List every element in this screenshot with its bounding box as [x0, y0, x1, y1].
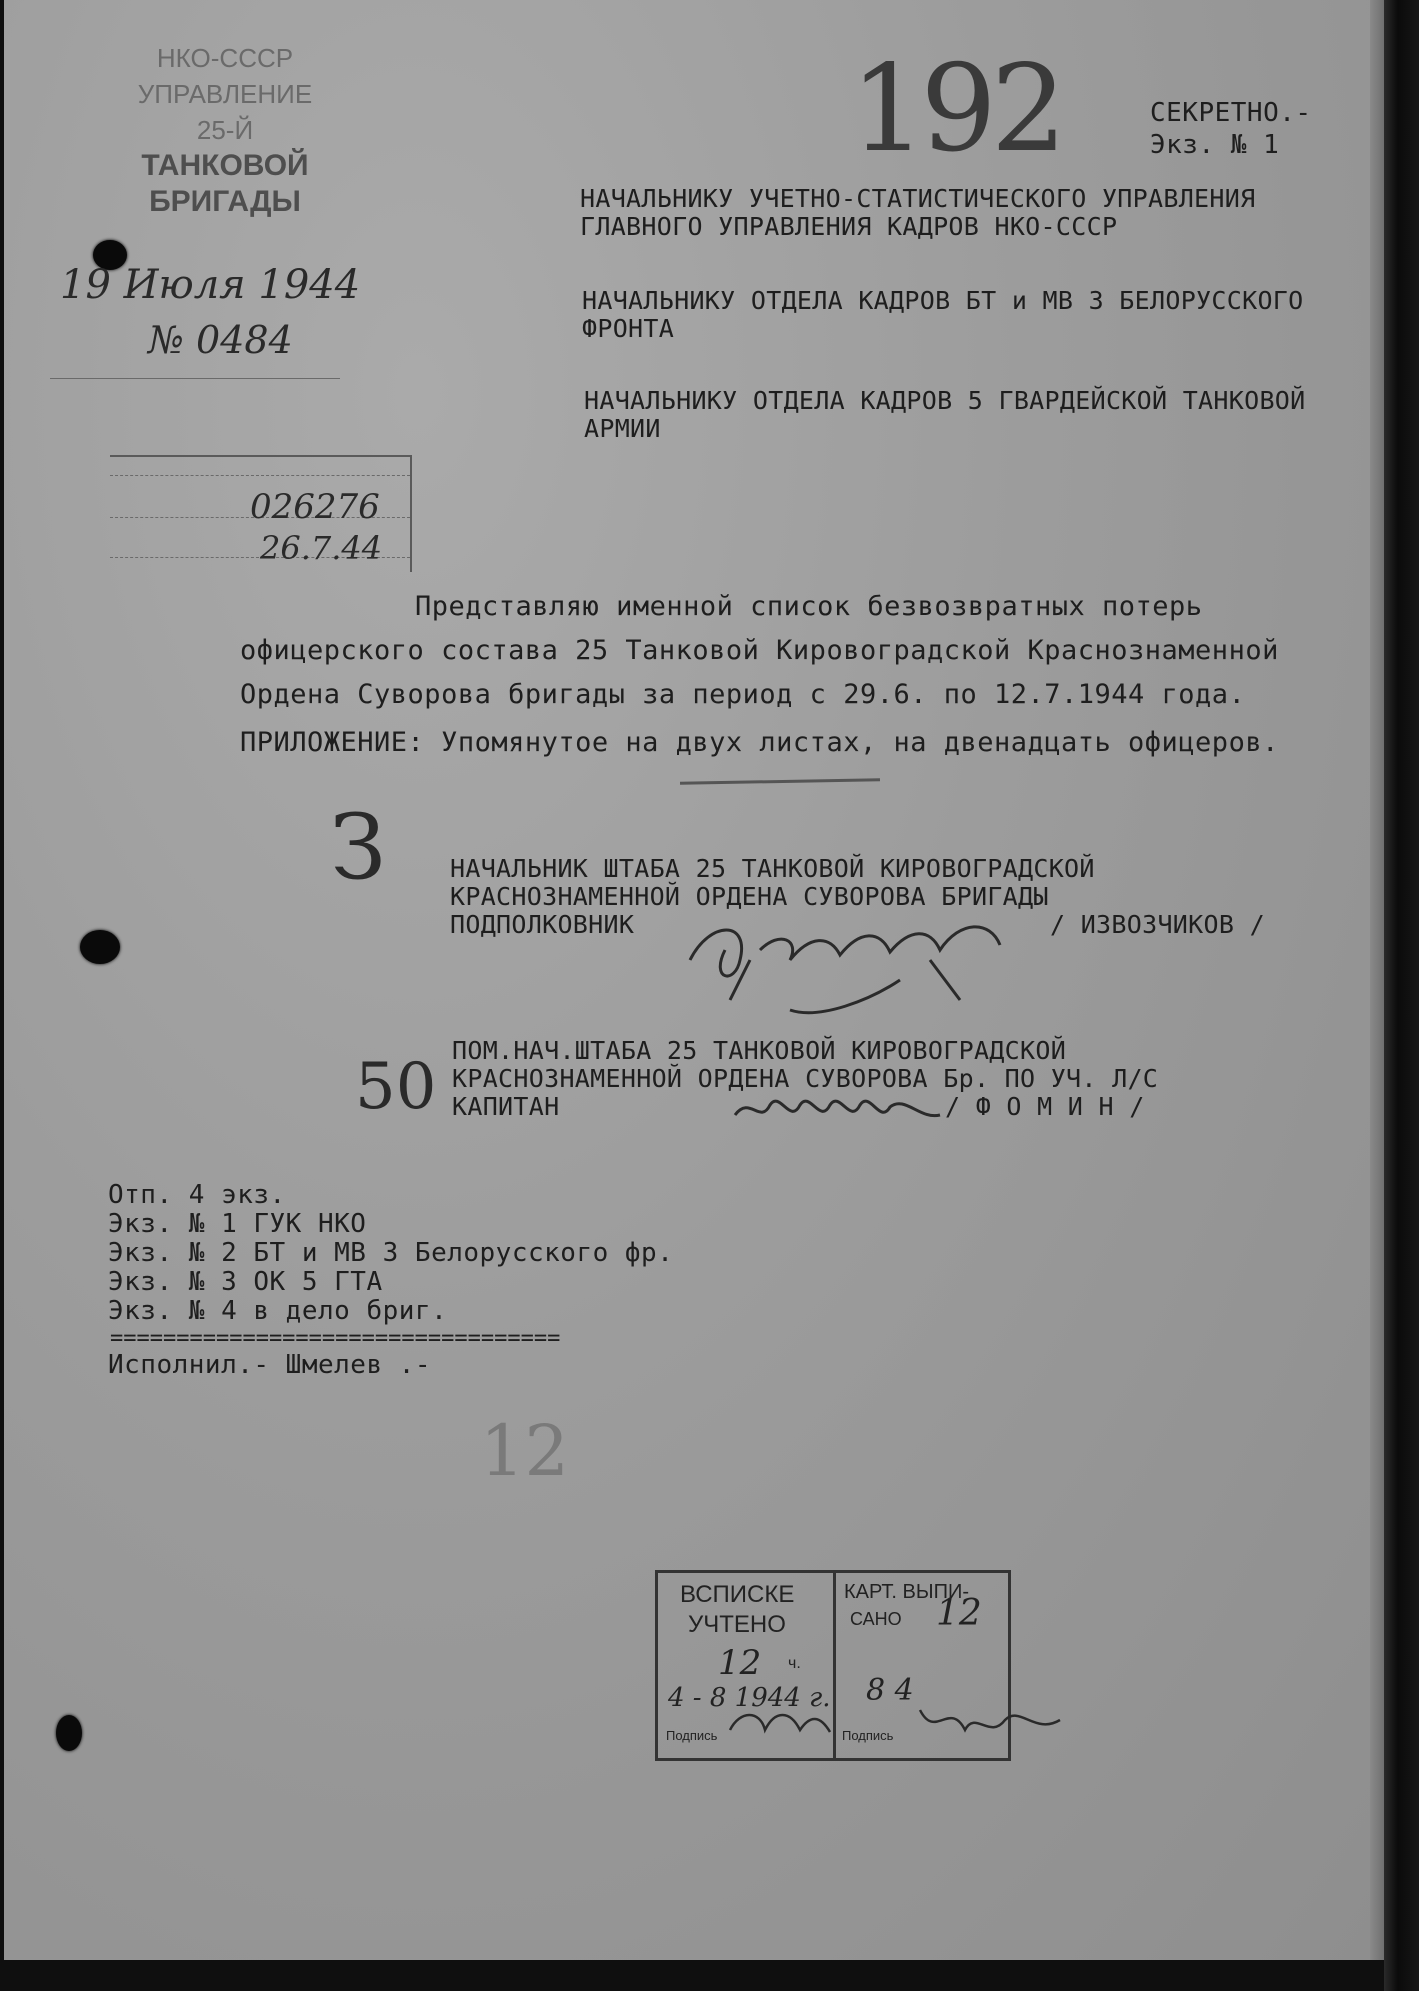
distribution-line: Экз. № 1 ГУК НКО — [108, 1209, 367, 1239]
stamp-date-handwritten: 19 Июля 1944 — [60, 262, 361, 308]
separator-line: ================================== — [110, 1326, 561, 1351]
signatory-rank: ПОДПОЛКОВНИК — [450, 910, 635, 939]
addressee: НАЧАЛЬНИКУ ОТДЕЛА КАДРОВ 5 ГВАРДЕЙСКОЙ ТАНКОВОЙ АРМИИ — [584, 386, 1306, 443]
page-number-handwritten: 192 — [850, 40, 1062, 179]
secrecy-label: СЕКРЕТНО.- — [1150, 98, 1312, 128]
handwritten-mark: 50 — [355, 1050, 437, 1124]
punch-hole — [56, 1715, 82, 1751]
handwritten-mark: З — [330, 795, 387, 900]
stamp-subtitle: САНО — [850, 1609, 902, 1629]
appendix-note: ПРИЛОЖЕНИЕ: Упомянутое на двух листах, на двенадцать офицеров. — [240, 727, 1279, 758]
stamp-signatures — [720, 1690, 1080, 1750]
stamp-title: КАРТ. ВЫПИ- — [844, 1581, 969, 1603]
body-paragraph: Представляю именной список безвозвратных потерь офицерского состава 25 Танковой Кировоградской Краснознаменной Ордена Суворова бригады за период с 29.6. по 12.7.1944 года. — [240, 591, 1279, 710]
stamp-line-3: 25-Й — [196, 115, 254, 145]
signatory-name: / ИЗВОЗЧИКОВ / — [1050, 910, 1265, 939]
signatory-name: / Ф О М И Н / — [945, 1092, 1145, 1121]
signatory-title: ПОМ.НАЧ.ШТАБА 25 ТАНКОВОЙ КИРОВОГРАДСКОЙ КРАСНОЗНАМЕННОЙ ОРДЕНА СУВОРОВА Бр. ПО УЧ. Л/С — [452, 1036, 1159, 1093]
copy-number: Экз. № 1 — [1150, 130, 1280, 160]
stamp-line-1: НКО-СССР — [156, 43, 294, 73]
stamp-count-suffix: ч. — [788, 1655, 801, 1672]
addressee: НАЧАЛЬНИКУ ОТДЕЛА КАДРОВ БТ и МВ 3 БЕЛОРУССКОГО ФРОНТА — [582, 286, 1304, 343]
stamp-line-2: УПРАВЛЕНИЕ — [137, 79, 313, 109]
stamp-sign-label: Подпись — [666, 1728, 718, 1743]
stamp-date: 4 - 8 1944 г. — [668, 1683, 831, 1713]
signature-scribble — [730, 1085, 950, 1145]
distribution-line: Экз. № 4 в дело бриг. — [108, 1296, 448, 1326]
margin-note-handwritten: 12 — [480, 1410, 570, 1492]
stamp-title: ВСПИСКЕ — [680, 1581, 795, 1608]
registration-date: 26.7.44 — [260, 529, 383, 567]
executor-line: Исполнил.- Шмелев .- — [108, 1350, 432, 1380]
stamp-number: № 0484 — [148, 318, 293, 362]
signatory-title: НАЧАЛЬНИК ШТАБА 25 ТАНКОВОЙ КИРОВОГРАДСКОЙ КРАСНОЗНАМЕННОЙ ОРДЕНА СУВОРОВА БРИГАДЫ — [450, 854, 1095, 911]
stamp-handwritten-number: 12 — [936, 1593, 982, 1634]
registration-stamp — [110, 455, 412, 572]
stamp-title: УЧТЕНО — [688, 1611, 786, 1638]
addressee: НАЧАЛЬНИКУ УЧЕТНО-СТАТИСТИЧЕСКОГО УПРАВЛЕНИЯ ГЛАВНОГО УПРАВЛЕНИЯ КАДРОВ НКО-СССР — [580, 184, 1256, 241]
brigade-stamp — [95, 40, 355, 220]
stamp-rule — [110, 475, 410, 476]
registration-number: 026276 — [250, 487, 380, 527]
stamp-date: 8 4 — [866, 1673, 914, 1708]
signature-scribble — [670, 890, 1090, 1030]
stamp-line-4: ТАНКОВОЙ БРИГАДЫ — [141, 149, 309, 218]
distribution-line: Экз. № 2 БТ и МВ 3 Белорусского фр. — [108, 1238, 674, 1268]
stamp-count: 12 — [718, 1643, 762, 1683]
signatory-rank: КАПИТАН — [452, 1092, 560, 1121]
scan-edge — [1384, 0, 1419, 1991]
punch-hole — [80, 930, 120, 964]
distribution-line: Экз. № 3 ОК 5 ГТА — [108, 1267, 383, 1297]
distribution-line: Отп. 4 экз. — [108, 1180, 286, 1210]
stamp-sign-label: Подпись — [842, 1728, 894, 1743]
stamp-underline — [50, 378, 340, 379]
